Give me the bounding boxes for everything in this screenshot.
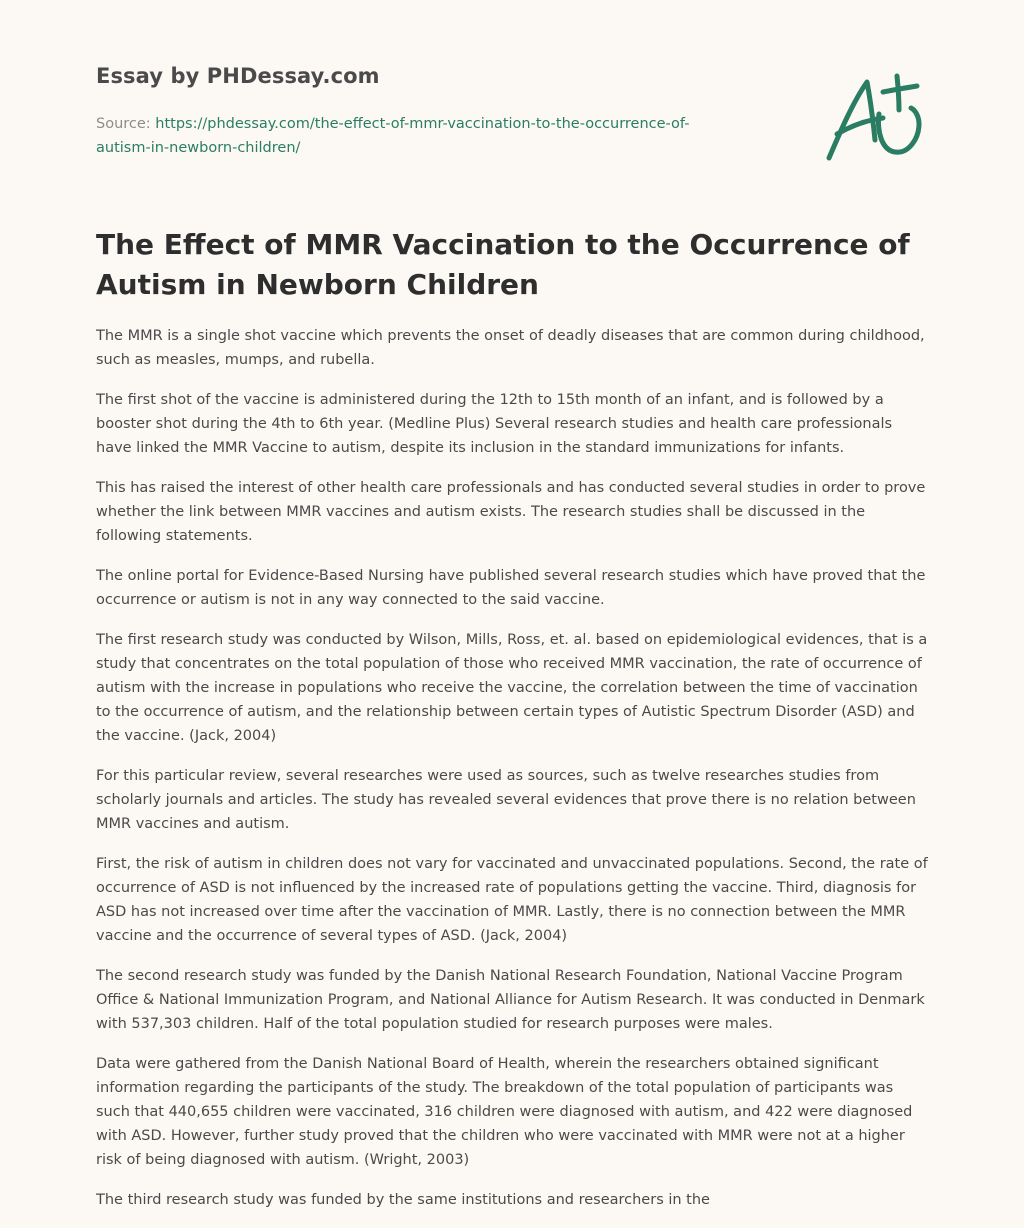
essay-paragraph: The first shot of the vaccine is administered during the 12th to 15th month of an infant, and is followed by a booster shot during the 4th to 6th year. (Medline Plus) Several research studies and health care professionals have linked the MMR Vaccine to autism, despite its inclusion in the standard immunizations for infants. xyxy=(96,392,893,456)
essay-paragraph: First, the risk of autism in children does not vary for vaccinated and unvaccinated populations. Second, the rate of occurrence of ASD is not influenced by the increased rate of populations getting the vaccine. Third, diagnosis for ASD has not increased over time after the vaccination of MMR. Lastly, there is no connection between the MMR vaccine and the occurrence of several types of ASD. (Jack, 2004) xyxy=(96,856,928,944)
a-plus-logo-icon xyxy=(821,68,931,168)
essay-paragraph: The second research study was funded by the Danish National Research Foundation, National Vaccine Program Office & National Immunization Program, and National Alliance for Autism Research. It was conducted in Denmark with 537,303 children. Half of the total population studied for research purposes were males. xyxy=(96,968,925,1032)
essay-paragraph: The third research study was funded by the same institutions and researchers in the xyxy=(96,1192,710,1208)
source-line xyxy=(96,112,736,160)
essay-body xyxy=(96,324,928,1228)
essay-paragraph: The online portal for Evidence-Based Nursing have published several research studies which have proved that the occurrence or autism is not in any way connected to the said vaccine. xyxy=(96,568,926,608)
essay-paragraph: This has raised the interest of other health care professionals and has conducted several studies in order to prove whether the link between MMR vaccines and autism exists. The research studies shall be discussed in the following statements. xyxy=(96,480,926,544)
source-label: Source: xyxy=(96,116,156,132)
essay-paragraph: The MMR is a single shot vaccine which prevents the onset of deadly diseases that are common during childhood, such as measles, mumps, and rubella. xyxy=(96,328,925,368)
site-brand: Essay by PHDessay.com xyxy=(96,64,380,88)
source-link[interactable]: https://phdessay.com/the-effect-of-mmr-vaccination-to-the-occurrence-of-autism-in-newborn-children/ xyxy=(96,116,690,156)
essay-paragraph: Data were gathered from the Danish National Board of Health, wherein the researchers obtained significant information regarding the participants of the study. The breakdown of the total population of participants was such that 440,655 children were vaccinated, 316 children were diagnosed with autism, and 422 were diagnosed with ASD. However, further study proved that the children who were vaccinated with MMR were not at a higher risk of being diagnosed with autism. (Wright, 2003) xyxy=(96,1056,913,1168)
essay-paragraph: The first research study was conducted by Wilson, Mills, Ross, et. al. based on epidemiological evidences, that is a study that concentrates on the total population of those who received MMR vaccination, the rate of occurrence of autism with the increase in populations who receive the vaccine, the correlation between the time of vaccination to the occurrence of autism, and the relationship between certain types of Autistic Spectrum Disorder (ASD) and the vaccine. (Jack, 2004) xyxy=(96,632,928,744)
essay-paragraph: For this particular review, several researches were used as sources, such as twelve researches studies from scholarly journals and articles. The study has revealed several evidences that prove there is no relation between MMR vaccines and autism. xyxy=(96,768,916,832)
essay-title: The Effect of MMR Vaccination to the Occurrence of Autism in Newborn Children xyxy=(96,228,910,301)
